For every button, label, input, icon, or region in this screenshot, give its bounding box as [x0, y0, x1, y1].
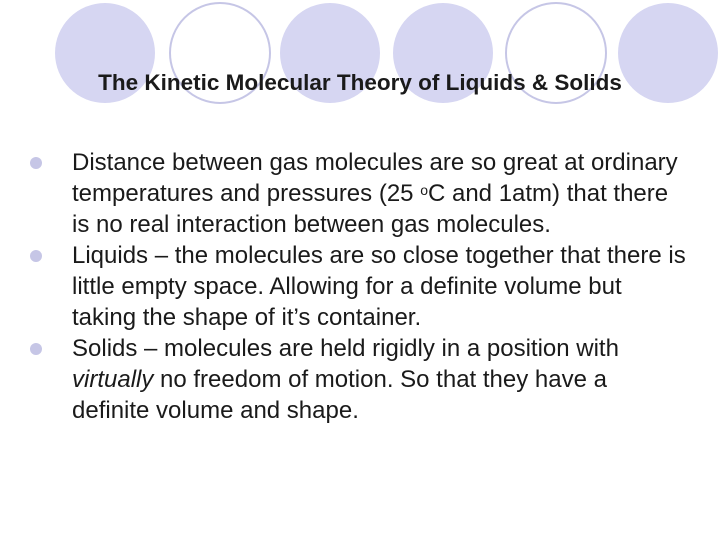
bullet-text-after: no freedom of motion. So that they have a definite volume and shape.	[72, 366, 607, 424]
bullet-list	[30, 147, 690, 426]
bullet-item-solids	[30, 333, 690, 426]
bullet-item-liquids	[30, 240, 690, 333]
bullet-text	[72, 149, 678, 238]
bullet-text	[72, 335, 619, 424]
slide-title: The Kinetic Molecular Theory of Liquids & Solids	[98, 70, 622, 95]
bullet-emphasis: virtually	[72, 366, 154, 393]
bullet-text-after: C and 1atm) that there is no real interaction between gas molecules.	[72, 180, 669, 238]
bullet-dot-icon	[30, 157, 42, 169]
bullet-dot-icon	[30, 250, 42, 262]
bullet-text-before: Distance between gas molecules are so great at ordinary temperatures and pressures (25	[72, 149, 678, 207]
bullet-item-gas	[30, 147, 690, 240]
bullet-text-before: Solids – molecules are held rigidly in a position with	[72, 335, 619, 362]
degree-superscript: o	[420, 182, 428, 198]
bullet-dot-icon	[30, 343, 42, 355]
bullet-text: Liquids – the molecules are so close together that there is little empty space. Allowing for a definite volume but taking the shape of it’s container.	[72, 242, 686, 331]
